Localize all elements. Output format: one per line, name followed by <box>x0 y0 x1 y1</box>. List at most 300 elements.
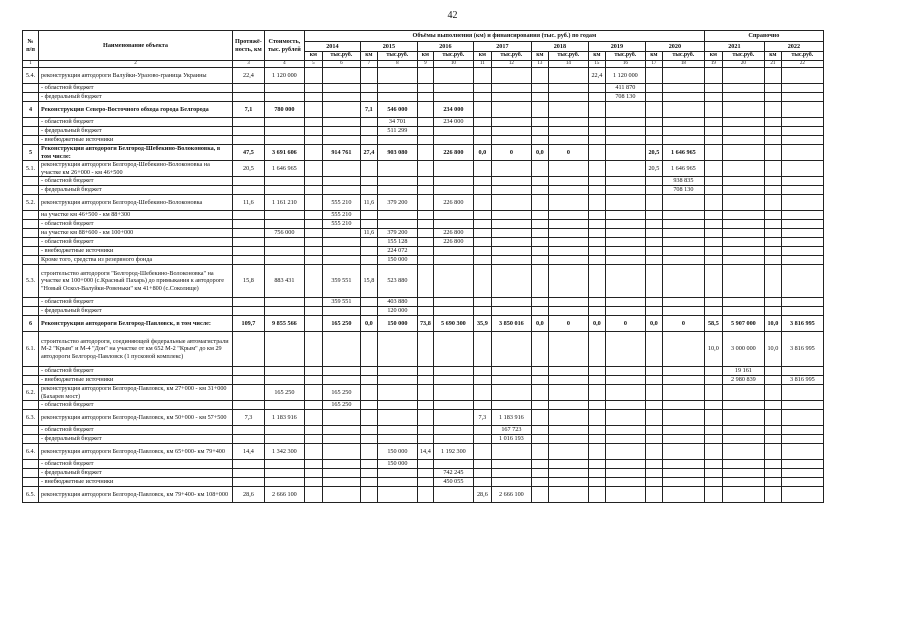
row-cost: 1 120 000 <box>264 68 304 84</box>
cell-km <box>360 238 377 247</box>
row-cost <box>264 136 304 145</box>
cell-km <box>764 426 781 435</box>
header-unit-rub: тыс.руб. <box>322 52 360 61</box>
cell-rub: 379 200 <box>377 229 417 238</box>
cell-rub <box>433 332 473 367</box>
cell-km <box>360 401 377 410</box>
cell-km <box>764 444 781 460</box>
cell-rub <box>722 211 764 220</box>
row-number <box>23 469 39 478</box>
cell-rub <box>322 367 360 376</box>
cell-rub <box>781 136 823 145</box>
cell-km <box>473 84 491 93</box>
cell-rub <box>662 102 704 118</box>
row-cost: 1 161 210 <box>264 195 304 211</box>
table-row <box>23 316 824 332</box>
cell-km <box>764 265 781 298</box>
cell-rub <box>781 93 823 102</box>
row-number <box>23 211 39 220</box>
row-cost <box>264 118 304 127</box>
row-cost <box>264 426 304 435</box>
cell-rub <box>605 376 645 385</box>
cell-km <box>360 478 377 487</box>
cell-rub: 555 210 <box>322 220 360 229</box>
row-number: 5.2. <box>23 195 39 211</box>
cell-km <box>588 161 605 177</box>
cell-km <box>588 211 605 220</box>
cell-km <box>531 307 548 316</box>
cell-rub <box>322 376 360 385</box>
cell-km <box>704 229 722 238</box>
row-number: 6.1. <box>23 332 39 367</box>
row-number <box>23 426 39 435</box>
column-number: 13 <box>531 61 548 68</box>
cell-rub <box>662 298 704 307</box>
row-length: 47,5 <box>233 145 265 161</box>
cell-km <box>417 93 433 102</box>
cell-km <box>531 478 548 487</box>
cell-km <box>704 307 722 316</box>
cell-rub <box>722 102 764 118</box>
column-number: 1 <box>23 61 39 68</box>
cell-km <box>304 118 322 127</box>
row-cost <box>264 478 304 487</box>
cell-rub: 555 210 <box>322 211 360 220</box>
cell-km <box>588 426 605 435</box>
cell-rub <box>781 298 823 307</box>
cell-km <box>764 145 781 161</box>
row-cost: 165 250 <box>264 385 304 401</box>
column-number: 16 <box>605 61 645 68</box>
row-name: на участке км 88+600 - км 100+000 <box>39 229 233 238</box>
cell-rub <box>722 307 764 316</box>
cell-km <box>588 444 605 460</box>
cell-rub <box>662 426 704 435</box>
cell-rub <box>322 460 360 469</box>
cell-km <box>304 376 322 385</box>
cell-rub <box>322 256 360 265</box>
column-number: 19 <box>704 61 722 68</box>
cell-km <box>417 435 433 444</box>
cell-rub <box>722 385 764 401</box>
cell-rub <box>433 211 473 220</box>
cell-km <box>645 460 662 469</box>
cell-km <box>304 136 322 145</box>
row-length <box>233 220 265 229</box>
cell-rub <box>433 367 473 376</box>
cell-km: 11,6 <box>360 229 377 238</box>
cell-km: 11,6 <box>360 195 377 211</box>
cell-rub: 914 761 <box>322 145 360 161</box>
cell-km <box>531 460 548 469</box>
cell-rub <box>548 195 588 211</box>
cell-km <box>473 385 491 401</box>
header-reference: Справочно <box>704 31 823 42</box>
cell-km <box>704 478 722 487</box>
cell-rub <box>662 487 704 503</box>
cell-rub <box>548 367 588 376</box>
cell-rub <box>491 238 531 247</box>
cell-rub <box>548 460 588 469</box>
cell-km <box>704 460 722 469</box>
cell-rub <box>322 469 360 478</box>
cell-rub <box>548 469 588 478</box>
row-length <box>233 247 265 256</box>
cell-km <box>645 238 662 247</box>
cell-km <box>588 127 605 136</box>
table-row <box>23 478 824 487</box>
cell-km <box>417 376 433 385</box>
header-unit-rub: тыс.руб. <box>781 52 823 61</box>
cell-rub <box>433 68 473 84</box>
row-name: - внебюджетные источники <box>39 478 233 487</box>
cell-km <box>764 435 781 444</box>
cell-rub <box>377 410 417 426</box>
cell-km <box>360 127 377 136</box>
table-row <box>23 487 824 503</box>
cell-rub <box>548 487 588 503</box>
header-unit-km: км <box>531 52 548 61</box>
cell-rub <box>322 444 360 460</box>
header-name: Наименование объекта <box>39 31 233 61</box>
cell-km <box>473 177 491 186</box>
row-name: на участке км 46+500 - км 88+300 <box>39 211 233 220</box>
cell-rub <box>491 229 531 238</box>
row-cost: 9 855 566 <box>264 316 304 332</box>
cell-rub <box>662 127 704 136</box>
cell-rub <box>781 177 823 186</box>
cell-km <box>473 127 491 136</box>
cell-rub: 523 880 <box>377 265 417 298</box>
header-year: 2016 <box>417 42 473 52</box>
cell-rub <box>662 385 704 401</box>
header-year: 2017 <box>473 42 531 52</box>
row-length: 7,1 <box>233 102 265 118</box>
cell-km <box>417 410 433 426</box>
row-number <box>23 136 39 145</box>
cell-rub: 234 000 <box>433 102 473 118</box>
cell-km <box>764 136 781 145</box>
cell-rub: 1 646 965 <box>662 161 704 177</box>
cell-rub <box>781 435 823 444</box>
table-row <box>23 256 824 265</box>
cell-rub <box>433 136 473 145</box>
cell-km <box>704 93 722 102</box>
cell-km <box>588 118 605 127</box>
cell-rub: 2 666 100 <box>491 487 531 503</box>
cell-km <box>704 426 722 435</box>
cell-rub <box>433 265 473 298</box>
row-length <box>233 186 265 195</box>
cell-rub: 1 016 193 <box>491 435 531 444</box>
cell-rub: 708 130 <box>662 186 704 195</box>
cell-km <box>417 68 433 84</box>
header-year: 2022 <box>764 42 823 52</box>
cell-km <box>704 410 722 426</box>
cell-rub: 555 210 <box>322 195 360 211</box>
cell-km <box>473 298 491 307</box>
cell-km <box>304 478 322 487</box>
cell-rub <box>781 307 823 316</box>
table-row <box>23 401 824 410</box>
row-name: строительство автодороги, соединяющей федеральные автомагистрали М-2 "Крым" и М-4 "Дон" на участке от км 652 М-2 "Крым" до км 29 автодороги Белгород-Павловск (1 пусковой комплекс) <box>39 332 233 367</box>
cell-km <box>531 211 548 220</box>
row-number <box>23 238 39 247</box>
cell-km <box>304 385 322 401</box>
cell-rub <box>433 220 473 229</box>
cell-rub <box>322 426 360 435</box>
cell-rub <box>662 211 704 220</box>
cell-rub <box>781 367 823 376</box>
table-row <box>23 229 824 238</box>
cell-km <box>764 186 781 195</box>
cell-rub <box>722 487 764 503</box>
cell-rub <box>781 195 823 211</box>
cell-rub <box>722 410 764 426</box>
row-cost <box>264 332 304 367</box>
cell-km: 14,4 <box>417 444 433 460</box>
cell-rub <box>548 247 588 256</box>
cell-rub: 165 250 <box>322 316 360 332</box>
cell-rub <box>722 435 764 444</box>
cell-rub <box>322 118 360 127</box>
cell-km <box>588 256 605 265</box>
cell-rub <box>662 84 704 93</box>
row-length <box>233 460 265 469</box>
row-name: - областной бюджет <box>39 118 233 127</box>
row-name: - областной бюджет <box>39 401 233 410</box>
cell-km <box>704 487 722 503</box>
cell-km <box>764 220 781 229</box>
cell-km <box>704 435 722 444</box>
cell-rub <box>433 307 473 316</box>
cell-rub <box>548 401 588 410</box>
cell-km <box>531 426 548 435</box>
row-name: Реконструкция автодороги Белгород-Шебекино-Волоконовка, в том числе: <box>39 145 233 161</box>
row-number <box>23 177 39 186</box>
cell-km <box>588 102 605 118</box>
table-row <box>23 238 824 247</box>
column-number: 8 <box>377 61 417 68</box>
cell-rub <box>605 367 645 376</box>
cell-km <box>531 161 548 177</box>
cell-rub <box>662 478 704 487</box>
row-cost <box>264 93 304 102</box>
cell-km <box>360 376 377 385</box>
column-number: 18 <box>662 61 704 68</box>
cell-rub <box>722 401 764 410</box>
column-number: 5 <box>304 61 322 68</box>
cell-km: 10,0 <box>704 332 722 367</box>
cell-km <box>360 93 377 102</box>
cell-km <box>645 177 662 186</box>
header-volumes: Объёмы выполнения (км) и финансирования (тыс. руб.) по годам <box>304 31 704 42</box>
cell-rub: 226 800 <box>433 195 473 211</box>
cell-rub: 5 690 300 <box>433 316 473 332</box>
cell-rub <box>491 332 531 367</box>
row-number <box>23 118 39 127</box>
cell-rub: 120 000 <box>377 307 417 316</box>
cell-km <box>360 68 377 84</box>
cell-km <box>473 102 491 118</box>
cell-km <box>588 460 605 469</box>
cell-km <box>473 367 491 376</box>
cell-km <box>764 127 781 136</box>
cell-km <box>473 186 491 195</box>
cell-rub: 19 161 <box>722 367 764 376</box>
cell-km <box>304 444 322 460</box>
cell-km <box>645 256 662 265</box>
cell-km <box>417 229 433 238</box>
cell-km <box>531 401 548 410</box>
cell-rub <box>548 265 588 298</box>
row-length <box>233 93 265 102</box>
table-row <box>23 68 824 84</box>
cell-rub <box>377 211 417 220</box>
cell-rub <box>548 220 588 229</box>
cell-km <box>473 460 491 469</box>
row-number: 6.3. <box>23 410 39 426</box>
cell-rub <box>433 385 473 401</box>
cell-rub <box>548 435 588 444</box>
header-year: 2015 <box>360 42 417 52</box>
cell-km <box>304 238 322 247</box>
column-number: 21 <box>764 61 781 68</box>
cell-rub <box>781 410 823 426</box>
row-number <box>23 127 39 136</box>
cell-rub: 226 800 <box>433 238 473 247</box>
column-number: 2 <box>39 61 233 68</box>
cell-rub <box>722 229 764 238</box>
header-unit-rub: тыс.руб. <box>433 52 473 61</box>
cell-km <box>588 93 605 102</box>
cell-rub <box>605 298 645 307</box>
cell-km <box>588 478 605 487</box>
row-name: - областной бюджет <box>39 84 233 93</box>
cell-rub <box>377 136 417 145</box>
cell-km <box>417 211 433 220</box>
row-name: - внебюджетные источники <box>39 136 233 145</box>
cell-km <box>304 316 322 332</box>
cell-rub <box>377 93 417 102</box>
cell-rub <box>662 136 704 145</box>
cell-rub: 708 130 <box>605 93 645 102</box>
cell-rub <box>377 220 417 229</box>
header-no: № п/п <box>23 31 39 61</box>
cell-rub <box>322 307 360 316</box>
cell-km <box>645 127 662 136</box>
cell-km <box>588 238 605 247</box>
cell-rub <box>722 68 764 84</box>
cell-km <box>764 478 781 487</box>
row-number: 5.1. <box>23 161 39 177</box>
cell-km <box>588 265 605 298</box>
cell-rub <box>605 161 645 177</box>
row-name: - областной бюджет <box>39 238 233 247</box>
header-year: 2014 <box>304 42 360 52</box>
cell-rub <box>781 84 823 93</box>
cell-rub <box>662 68 704 84</box>
cell-rub <box>491 247 531 256</box>
cell-km <box>360 118 377 127</box>
cell-rub: 1 120 000 <box>605 68 645 84</box>
cell-rub <box>781 478 823 487</box>
cell-rub: 226 800 <box>433 145 473 161</box>
cell-km <box>360 426 377 435</box>
cell-rub <box>781 229 823 238</box>
cell-km <box>531 220 548 229</box>
cell-rub <box>548 127 588 136</box>
cell-rub <box>491 367 531 376</box>
cell-rub <box>322 238 360 247</box>
cell-rub <box>722 127 764 136</box>
cell-km <box>304 145 322 161</box>
header-year: 2019 <box>588 42 645 52</box>
cell-rub <box>377 469 417 478</box>
row-cost: 3 691 606 <box>264 145 304 161</box>
cell-rub: 0 <box>491 145 531 161</box>
cell-km: 20,5 <box>645 161 662 177</box>
row-number: 5.3. <box>23 265 39 298</box>
cell-rub <box>722 186 764 195</box>
cell-km <box>531 410 548 426</box>
table-row <box>23 332 824 367</box>
cell-rub <box>662 238 704 247</box>
cell-rub: 546 000 <box>377 102 417 118</box>
cell-rub <box>322 68 360 84</box>
row-length <box>233 367 265 376</box>
cell-rub <box>491 195 531 211</box>
cell-rub <box>433 401 473 410</box>
cell-km <box>588 229 605 238</box>
cell-rub <box>491 220 531 229</box>
cell-rub <box>781 444 823 460</box>
cell-km <box>304 247 322 256</box>
cell-rub <box>722 469 764 478</box>
row-length: 14,4 <box>233 444 265 460</box>
cell-rub <box>433 487 473 503</box>
cell-km <box>588 332 605 367</box>
cell-km: 73,8 <box>417 316 433 332</box>
cell-km <box>588 487 605 503</box>
cell-rub <box>491 298 531 307</box>
cell-rub <box>377 401 417 410</box>
row-number: 5 <box>23 145 39 161</box>
table-row <box>23 161 824 177</box>
cell-km <box>417 136 433 145</box>
cell-km: 0,0 <box>360 316 377 332</box>
table-row <box>23 307 824 316</box>
cell-km <box>588 220 605 229</box>
table-row <box>23 435 824 444</box>
column-number: 9 <box>417 61 433 68</box>
cell-km <box>645 211 662 220</box>
row-name: - федеральный бюджет <box>39 307 233 316</box>
cell-km <box>588 177 605 186</box>
cell-km <box>531 247 548 256</box>
cell-km <box>304 229 322 238</box>
cell-rub <box>722 145 764 161</box>
cell-rub: 450 055 <box>433 478 473 487</box>
cell-km <box>417 256 433 265</box>
column-number: 6 <box>322 61 360 68</box>
cell-km <box>360 444 377 460</box>
row-number: 6.5. <box>23 487 39 503</box>
cell-rub: 379 200 <box>377 195 417 211</box>
cell-rub <box>322 136 360 145</box>
cell-rub <box>548 136 588 145</box>
row-name: Реконструкция Северо-Восточного обхода города Белгорода <box>39 102 233 118</box>
